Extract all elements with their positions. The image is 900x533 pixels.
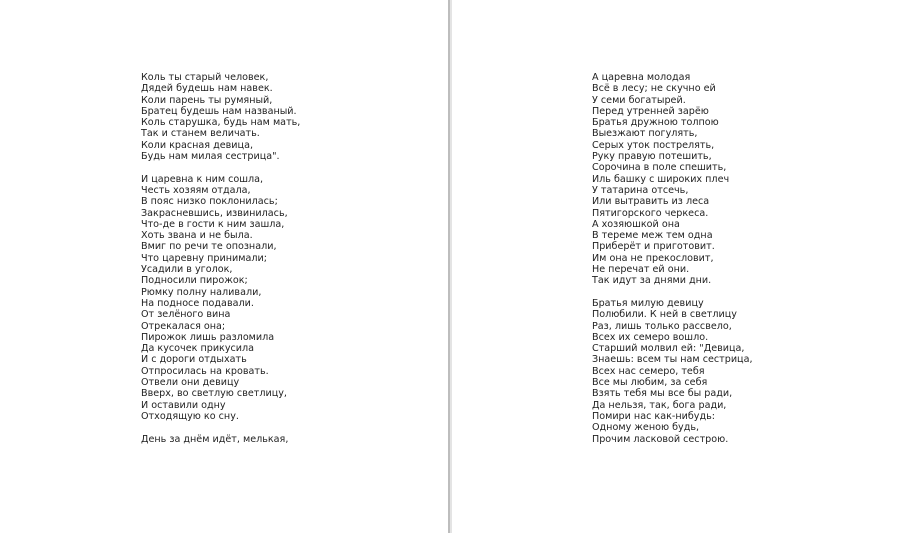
left-page [0, 0, 448, 533]
verse-line: Рюмку полну наливали, [141, 286, 262, 298]
verse-line: Все мы любим, за себя [592, 377, 708, 389]
verse-line: В тереме меж тем одна [592, 230, 713, 242]
stanza [141, 174, 300, 423]
verse-line: Раз, лишь только рассвело, [592, 320, 732, 332]
verse-line: Серых уток пострелять, [592, 139, 715, 151]
verse-line: Или вытравить из леса [592, 196, 710, 208]
verse-line: И оставили одну [141, 399, 226, 411]
verse-line: Коль старушка, будь нам мать, [141, 117, 301, 129]
verse-line: Иль башку с широких плеч [592, 173, 730, 185]
right-page [452, 0, 900, 533]
verse-line: Отпросилась на кровать. [141, 365, 269, 377]
verse-line: Братья дружною толпою [592, 117, 719, 129]
verse-line: Отрекалася она; [141, 320, 226, 332]
verse-line: У семи богатырей. [592, 94, 686, 106]
verse-line: И царевна к ним сошла, [141, 173, 264, 185]
verse-line: Всех их семеро вошло. [592, 331, 709, 343]
verse-line: Так идут за днями дни. [592, 275, 712, 287]
stanza [592, 72, 753, 287]
verse-line: Что-де в гости к ним зашла, [141, 218, 285, 230]
verse-line: От зелёного вина [141, 309, 231, 321]
verse-line: В пояс низко поклонилась; [141, 196, 278, 208]
verse-line: Дядей будешь нам навек. [141, 83, 273, 95]
verse-line: Сорочина в поле спешить, [592, 162, 727, 174]
verse-line: Хоть звана и не была. [141, 230, 253, 242]
verse-line: Одному женою будь, [592, 422, 700, 434]
verse-line: Коли красная девица, [141, 139, 253, 151]
verse-line: Пирожок лишь разломила [141, 331, 275, 343]
verse-line: Коль ты старый человек, [141, 72, 269, 83]
verse-line: Что царевну принимали; [141, 252, 267, 264]
verse-line: Так и станем величать. [141, 128, 260, 140]
stanza [141, 72, 300, 162]
verse-line: Братец будешь нам названый. [141, 105, 297, 117]
verse-line: Выезжают погулять, [592, 128, 698, 140]
verse-line: И с дороги отдыхать [141, 354, 247, 366]
verse-line: Честь хозяям отдала, [141, 184, 251, 196]
stanza [592, 298, 753, 445]
verse-line: Не перечат ей они. [592, 264, 690, 276]
verse-line: Будь нам милая сестрица". [141, 151, 280, 163]
verse-line: Вверх, во светлую светлицу, [141, 388, 287, 400]
verse-line: Им она не прекословит, [592, 252, 714, 264]
verse-line: Всех нас семеро, тебя [592, 365, 705, 377]
verse-line: Братья милую девицу [592, 297, 704, 309]
verse-line: Да кусочек прикусила [141, 343, 255, 355]
verse-line: Приберёт и приготовит. [592, 241, 715, 253]
stanza [141, 434, 300, 445]
verse-line: Отходящую ко сну. [141, 410, 239, 422]
verse-line: Коли парень ты румяный, [141, 94, 273, 106]
verse-line: Закрасневшись, извинилась, [141, 207, 288, 219]
verse-line: У татарина отсечь, [592, 184, 689, 196]
verse-line: Перед утренней зарёю [592, 105, 709, 117]
page-divider [448, 0, 450, 533]
verse-line: Знаешь: всем ты нам сестрица, [592, 354, 753, 366]
verse-line: День за днём идёт, мелькая, [141, 433, 289, 445]
verse-line: Всё в лесу; не скучно ей [592, 83, 716, 95]
verse-line: Полюбили. К ней в светлицу [592, 309, 737, 321]
verse-line: Подносили пирожок; [141, 275, 248, 287]
verse-line: А хозяюшкой она [592, 218, 680, 230]
verse-line: Отвели они девицу [141, 377, 240, 389]
right-page-text [592, 72, 753, 445]
verse-line: На подносе подавали. [141, 297, 254, 309]
verse-line: Прочим ласковой сестрою. [592, 433, 729, 445]
verse-line: Взять тебя мы все бы ради, [592, 388, 733, 400]
verse-line: Усадили в уголок, [141, 264, 233, 276]
verse-line: Вмиг по речи те опознали, [141, 241, 277, 253]
verse-line: А царевна молодая [592, 72, 691, 83]
verse-line: Старший молвил ей: "Девица, [592, 343, 745, 355]
verse-line: Помири нас как-нибудь: [592, 410, 715, 422]
verse-line: Пятигорского черкеса. [592, 207, 709, 219]
verse-line: Да нельзя, так, бога ради, [592, 399, 727, 411]
verse-line: Руку правую потешить, [592, 151, 712, 163]
left-page-text [141, 72, 300, 445]
